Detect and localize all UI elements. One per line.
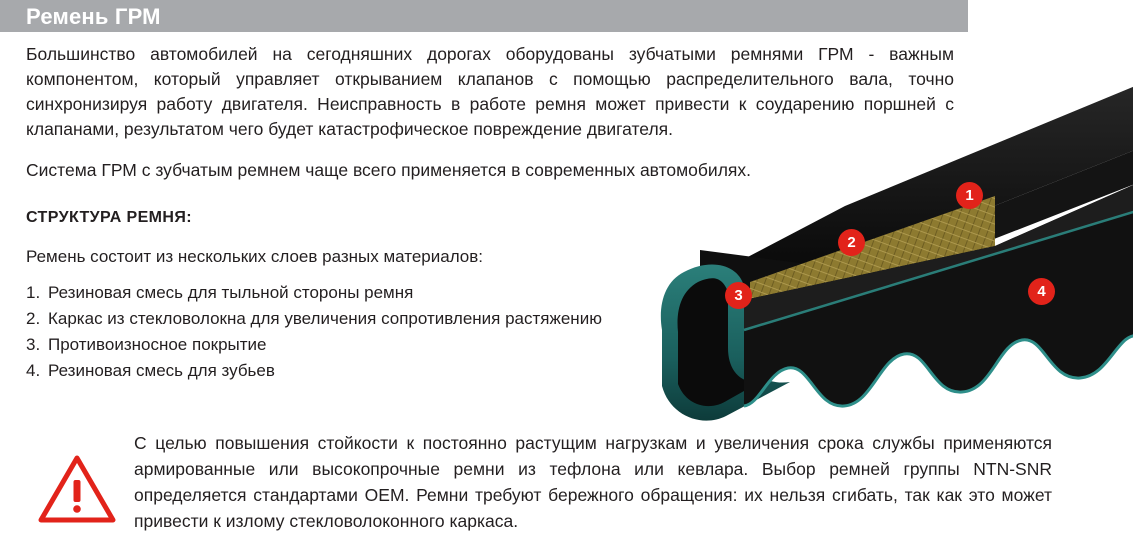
intro-paragraph: Большинство автомобилей на сегодняшних дорогах оборудованы зубчатыми ремнями ГРМ - важным компонентом, который управляет открыванием клапанов с помощью распределительного вала, точно синхронизируя работу двигателя. Неисправность в работе ремня может привести к соударению поршней с клапанами, результатом чего будет катастрофическое повреждение двигателя.: [26, 44, 954, 139]
list-item: [26, 359, 666, 383]
system-paragraph: Система ГРМ с зубчатым ремнем чаще всего применяется в современных автомобилях.: [26, 160, 752, 180]
warning-text: С целью повышения стойкости к постоянно растущим нагрузкам и увеличения срока службы применяются армированные или высокопрочные ремни из тефлона или кевлара. Выбор ремней группы NTN-SNR определяется стандартами OEM. Ремни требуют бережного обращения: их нельзя сгибать, так как это может привести к излому стекловолоконного каркаса.: [134, 433, 1052, 531]
list-item: [26, 281, 666, 305]
warning-triangle-icon: [38, 454, 116, 524]
callout-marker-2: 2: [838, 229, 865, 256]
section-heading-structure: СТРУКТУРА РЕМНЯ:: [26, 209, 192, 226]
list-item-number: 2.: [26, 309, 41, 328]
callout-marker-1: 1: [956, 182, 983, 209]
list-item-label: Резиновая смесь для зубьев: [48, 361, 275, 380]
list-item: [26, 307, 666, 331]
belt-layers-list: [26, 281, 666, 383]
list-item-number: 1.: [26, 283, 41, 302]
page-title: Ремень ГРМ: [26, 4, 161, 29]
page-header-bar: [0, 0, 968, 32]
list-item-label: Каркас из стекловолокна для увеличения сопротивления растяжению: [48, 309, 602, 328]
list-item-label: Противоизносное покрытие: [48, 335, 267, 354]
layers-lead-text: Ремень состоит из нескольких слоев разных материалов:: [26, 247, 484, 266]
list-item: [26, 333, 666, 357]
callout-marker-4: 4: [1028, 278, 1055, 305]
list-item-number: 3.: [26, 335, 41, 354]
callout-marker-3: 3: [725, 282, 752, 309]
list-item-number: 4.: [26, 361, 41, 380]
list-item-label: Резиновая смесь для тыльной стороны ремня: [48, 283, 414, 302]
article-body: [26, 42, 954, 385]
